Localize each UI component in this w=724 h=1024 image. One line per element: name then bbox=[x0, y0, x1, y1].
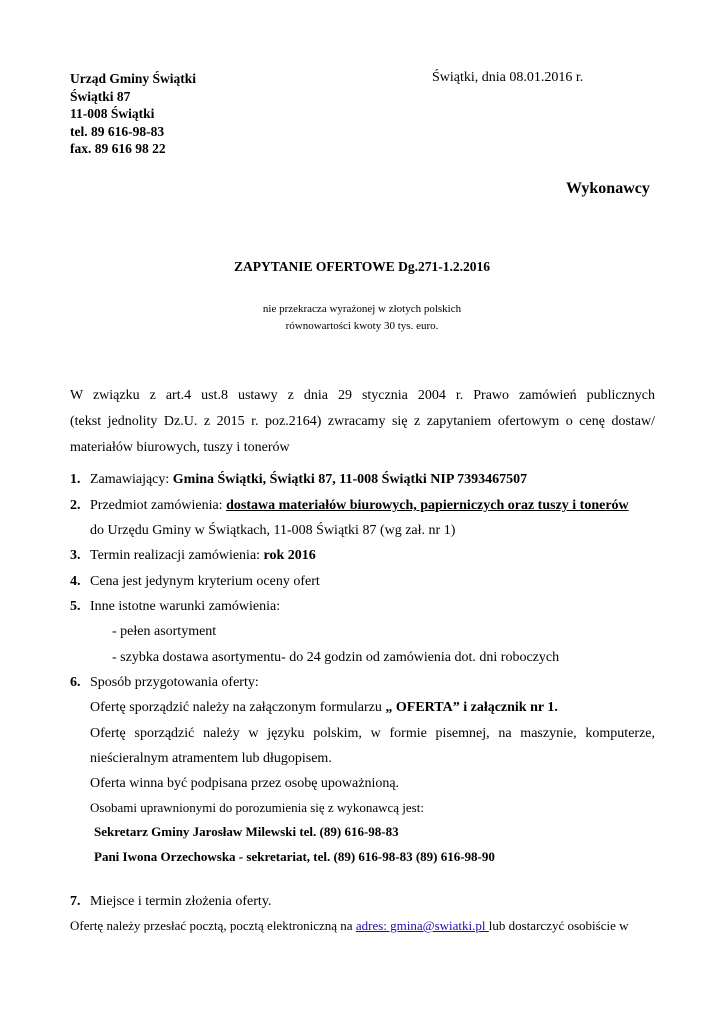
item-2 bbox=[90, 498, 629, 514]
recipient: Wykonawcy bbox=[566, 180, 650, 197]
item-number: 2. bbox=[70, 498, 81, 513]
item-3 bbox=[90, 548, 316, 564]
order-subject: dostawa materiałów biurowych, papierniczych oraz tuszy i tonerów bbox=[226, 498, 629, 513]
item-6-line bbox=[90, 700, 558, 716]
item-number: 7. bbox=[70, 894, 81, 909]
item-number: 1. bbox=[70, 472, 81, 487]
subtitle-line: nie przekracza wyrażonej w złotych polskich bbox=[262, 303, 462, 315]
sender-line: fax. 89 616 98 22 bbox=[70, 141, 166, 156]
delivery-term: rok 2016 bbox=[263, 548, 316, 563]
offer-form-ref: „ OFERTA” i załącznik nr 1. bbox=[385, 700, 558, 715]
subtitle-line: równowartości kwoty 30 tys. euro. bbox=[285, 320, 439, 332]
sender-line: Urząd Gminy Świątki bbox=[70, 71, 197, 86]
intro-line: (tekst jednolity Dz.U. z 2015 r. poz.2164) zwracamy się z zapytaniem ofertowym o cenę dostaw/ bbox=[70, 414, 655, 429]
item-label: Przedmiot zamówienia: bbox=[90, 498, 227, 513]
item-6-line: Ofertę sporządzić należy w języku polskim, w formie pisemnej, na maszynie, komputerze, bbox=[90, 726, 655, 741]
item-6-line: nieścieralnym atramentem lub długopisem. bbox=[90, 751, 332, 766]
submission-line bbox=[70, 918, 628, 934]
item-number: 3. bbox=[70, 548, 81, 563]
contact-person: Pani Iwona Orzechowska - sekretariat, tel. (89) 616-98-83 (89) 616-98-90 bbox=[94, 849, 495, 864]
sender-line: tel. 89 616-98-83 bbox=[70, 123, 165, 139]
item-number: 5. bbox=[70, 599, 81, 614]
item-6-line: Osobami uprawnionymi do porozumienia się z wykonawcą jest: bbox=[90, 800, 424, 815]
item-6: Sposób przygotowania oferty: bbox=[90, 675, 259, 690]
sender-line: 11-008 Świątki bbox=[70, 106, 155, 121]
item-5-sub: - szybka dostawa asortymentu- do 24 godzin od zamówienia dot. dni roboczych bbox=[112, 650, 560, 665]
submission-text: Ofertę należy przesłać pocztą, pocztą elektroniczną na bbox=[70, 918, 356, 933]
sender-line: Świątki 87 bbox=[70, 88, 131, 104]
item-5-sub: - pełen asortyment bbox=[112, 624, 217, 639]
item-1 bbox=[90, 472, 527, 488]
document-title: ZAPYTANIE OFERTOWE Dg.271-1.2.2016 bbox=[234, 259, 490, 274]
item-number: 4. bbox=[70, 574, 81, 589]
item-number: 6. bbox=[70, 675, 81, 690]
item-6-text: Ofertę sporządzić należy na załączonym formularzu bbox=[90, 700, 386, 715]
item-label: Termin realizacji zamówienia: bbox=[90, 548, 264, 563]
item-6-line: Oferta winna być podpisana przez osobę upoważnioną. bbox=[90, 776, 400, 791]
intro-line: W związku z art.4 ust.8 ustawy z dnia 29 stycznia 2004 r. Prawo zamówień publicznych bbox=[70, 388, 655, 403]
item-label: Zamawiający: bbox=[90, 472, 173, 487]
item-4: Cena jest jedynym kryterium oceny ofert bbox=[90, 574, 320, 589]
ordering-party: Gmina Świątki, Świątki 87, 11-008 Świątki NIP 7393467507 bbox=[172, 472, 528, 487]
sender-address bbox=[70, 70, 196, 158]
email-link[interactable]: adres: gmina@swiatki.pl bbox=[355, 918, 489, 933]
intro-line: materiałów biurowych, tuszy i tonerów bbox=[70, 440, 290, 455]
item-7: Miejsce i termin złożenia oferty. bbox=[90, 894, 272, 909]
item-5: Inne istotne warunki zamówienia: bbox=[90, 599, 281, 614]
item-2-line-2: do Urzędu Gminy w Świątkach, 11-008 Świątki 87 (wg zał. nr 1) bbox=[90, 523, 456, 538]
contact-person: Sekretarz Gminy Jarosław Milewski tel. (89) 616-98-83 bbox=[94, 824, 399, 839]
submission-text: lub dostarczyć osobiście w bbox=[488, 918, 629, 933]
place-date: Świątki, dnia 08.01.2016 r. bbox=[432, 70, 584, 85]
